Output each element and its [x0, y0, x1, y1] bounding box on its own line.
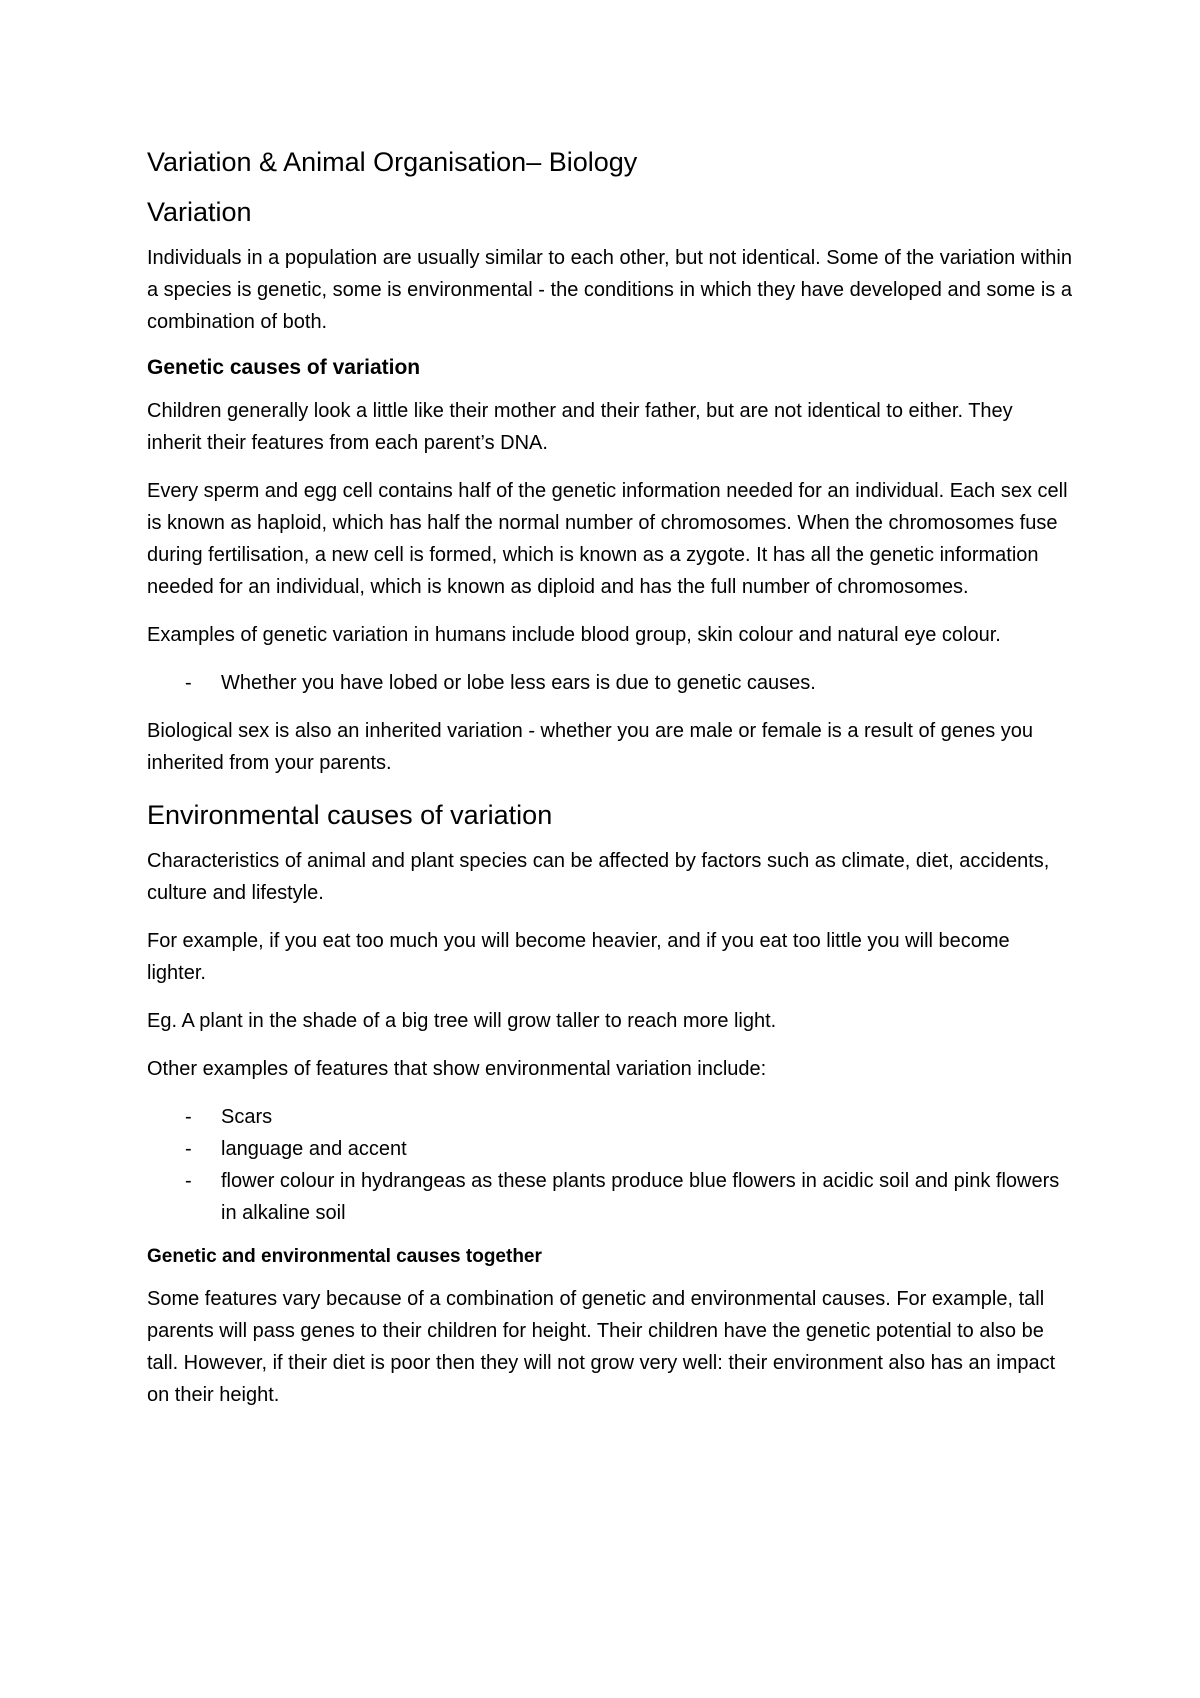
list-item: - Whether you have lobed or lobe less ears is due to genetic causes. — [221, 667, 1072, 699]
heading-variation: Variation — [147, 196, 252, 227]
heading-genetic-causes: Genetic causes of variation — [147, 355, 421, 379]
genetic-paragraph-4: Biological sex is also an inherited variation - whether you are male or female is a result of genes you inherited from your parents. — [147, 719, 1034, 774]
genetic-bullet-list — [147, 667, 1072, 699]
list-item: - language and accent — [221, 1133, 1072, 1165]
heading-environmental-causes: Environmental causes of variation — [147, 799, 553, 830]
environmental-paragraph-3: Eg. A plant in the shade of a big tree will grow taller to reach more light. — [147, 1009, 777, 1032]
list-item: - Scars — [221, 1101, 1072, 1133]
environmental-paragraph-1: Characteristics of animal and plant species can be affected by factors such as climate, diet, accidents, culture and lifestyle. — [147, 849, 1050, 904]
environmental-bullet-list — [147, 1101, 1072, 1229]
genetic-paragraph-3: Examples of genetic variation in humans include blood group, skin colour and natural eye colour. — [147, 623, 1001, 646]
genetic-paragraph-2: Every sperm and egg cell contains half of the genetic information needed for an individual. Each sex cell is known as haploid, which has half the normal number of chromosomes. When the chromosomes fuse during fertilisation, a new cell is formed, which is known as a zygote. It has all the genetic information needed for an individual, which is known as diploid and has the full number of chromosomes. — [147, 479, 1068, 598]
environmental-paragraph-4: Other examples of features that show environmental variation include: — [147, 1057, 767, 1080]
combined-paragraph-1: Some features vary because of a combination of genetic and environmental causes. For example, tall parents will pass genes to their children for height. Their children have the genetic potential to also be tall. However, if their diet is poor then they will not grow very well: their environment also has an impact on their height. — [147, 1288, 1056, 1407]
variation-intro-paragraph: Individuals in a population are usually similar to each other, but not identical. Some of the variation within a species is genetic, some is environmental - the conditions in which they have developed and some is a combination of both. — [147, 246, 1072, 333]
heading-genetic-and-environmental: Genetic and environmental causes together — [147, 1245, 542, 1267]
list-item: - flower colour in hydrangeas as these plants produce blue flowers in acidic soil and pink flowers in alkaline soil — [221, 1165, 1072, 1229]
document-title: Variation & Animal Organisation– Biology — [147, 147, 638, 177]
genetic-paragraph-1: Children generally look a little like their mother and their father, but are not identical to either. They inherit their features from each parent’s DNA. — [147, 399, 1013, 454]
environmental-paragraph-2: For example, if you eat too much you will become heavier, and if you eat too little you will become lighter. — [147, 929, 1010, 984]
